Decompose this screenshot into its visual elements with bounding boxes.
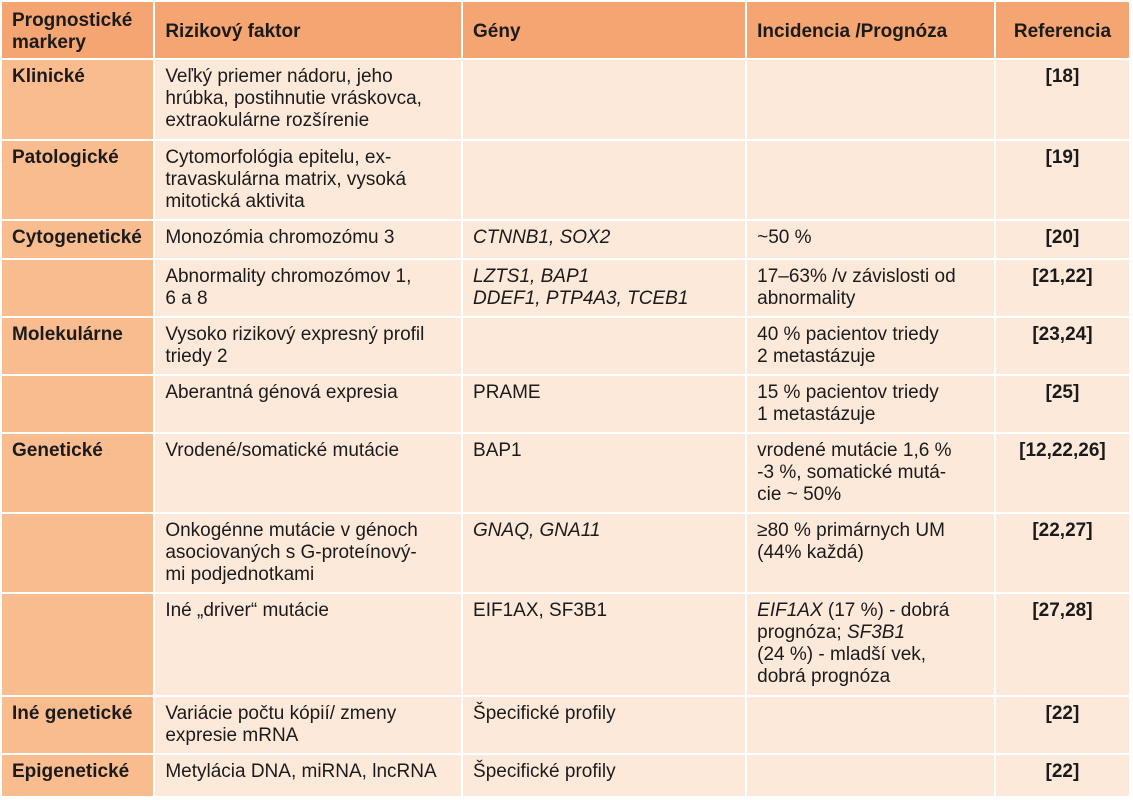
table-row (1, 59, 1130, 140)
category-cell: Patologické (1, 140, 154, 220)
category-cell: Iné genetické (1, 696, 154, 754)
risk-factor-cell: Iné „driver“ mutácie (154, 593, 462, 696)
reference-cell: [20] (995, 220, 1130, 259)
incidence-cell (746, 140, 995, 220)
genes-cell: PRAME (462, 375, 746, 433)
reference-cell: [23,24] (995, 317, 1130, 375)
incidence-cell (746, 754, 995, 797)
genes-cell: Špecifické profily (462, 754, 746, 797)
genes-cell: GNAQ, GNA11 (462, 513, 746, 593)
risk-factor-cell: Veľký priemer nádoru, jeho hrúbka, postihnutie vráskovca, extraokulárne rozšírenie (154, 59, 462, 140)
risk-factor-cell: Abnormality chromozómov 1, 6 a 8 (154, 259, 462, 317)
category-cell: Epigenetické (1, 754, 154, 797)
category-cell: Klinické (1, 59, 154, 140)
incidence-cell: vrodené mutácie 1,6 % -3 %, somatické mutá- cie ~ 50% (746, 433, 995, 513)
reference-cell: [21,22] (995, 259, 1130, 317)
gene-name: EIF1AX (757, 600, 823, 621)
gene-name: SF3B1 (846, 622, 906, 643)
risk-factor-cell: Onkogénne mutácie v génoch asociovaných s G-proteínový- mi podjednotkami (154, 513, 462, 593)
incidence-cell (746, 593, 995, 696)
table-row (1, 220, 1130, 259)
table-row (1, 433, 1130, 513)
category-cell (1, 513, 154, 593)
risk-factor-cell: Metylácia DNA, miRNA, lncRNA (154, 754, 462, 797)
reference-cell: [18] (995, 59, 1130, 140)
table-row (1, 754, 1130, 797)
risk-factor-cell: Variácie počtu kópií/ zmeny expresie mRNA (154, 696, 462, 754)
reference-cell: [27,28] (995, 593, 1130, 696)
header-incidence-prognosis: Incidencia /Prognóza (746, 1, 995, 59)
genes-cell (462, 140, 746, 220)
risk-factor-cell: Aberantná génová expresia (154, 375, 462, 433)
table-row (1, 140, 1130, 220)
category-cell: Cytogenetické (1, 220, 154, 259)
genes-cell (462, 59, 746, 140)
reference-cell: [19] (995, 140, 1130, 220)
incidence-cell: 17–63% /v závislosti od abnormality (746, 259, 995, 317)
header-reference: Referencia (995, 1, 1130, 59)
incidence-cell: ≥80 % primárnych UM (44% každá) (746, 513, 995, 593)
reference-cell: [22] (995, 754, 1130, 797)
category-cell: Genetické (1, 433, 154, 513)
category-cell (1, 375, 154, 433)
table-row (1, 513, 1130, 593)
genes-cell: Špecifické profily (462, 696, 746, 754)
header-prognostic-markers: Prognostické markery (1, 1, 154, 59)
genes-cell: EIF1AX, SF3B1 (462, 593, 746, 696)
risk-factor-cell: Cytomorfológia epitelu, ex- travaskulárna matrix, vysoká mitotická aktivita (154, 140, 462, 220)
risk-factor-cell: Vrodené/somatické mutácie (154, 433, 462, 513)
reference-cell: [25] (995, 375, 1130, 433)
table-row (1, 696, 1130, 754)
category-cell: Molekulárne (1, 317, 154, 375)
incidence-text: (24 %) - mladší vek, dobrá prognóza (757, 644, 927, 687)
genes-cell: CTNNB1, SOX2 (462, 220, 746, 259)
incidence-cell (746, 696, 995, 754)
table-row (1, 593, 1130, 696)
header-genes: Gény (462, 1, 746, 59)
category-cell (1, 259, 154, 317)
category-cell (1, 593, 154, 696)
risk-factor-cell: Monozómia chromozómu 3 (154, 220, 462, 259)
incidence-cell: 15 % pacientov triedy 1 metastázuje (746, 375, 995, 433)
header-risk-factor: Rizikový faktor (154, 1, 462, 59)
genes-cell: LZTS1, BAP1 DDEF1, PTP4A3, TCEB1 (462, 259, 746, 317)
table-header-row (1, 1, 1130, 59)
genes-cell (462, 317, 746, 375)
reference-cell: [12,22,26] (995, 433, 1130, 513)
incidence-cell (746, 59, 995, 140)
reference-cell: [22] (995, 696, 1130, 754)
genes-cell: BAP1 (462, 433, 746, 513)
incidence-cell: 40 % pacientov triedy 2 metastázuje (746, 317, 995, 375)
reference-cell: [22,27] (995, 513, 1130, 593)
table-row (1, 317, 1130, 375)
incidence-text: (17 %) - dobrá prognóza; (757, 600, 950, 643)
table-row (1, 259, 1130, 317)
incidence-cell: ~50 % (746, 220, 995, 259)
risk-factor-cell: Vysoko rizikový expresný profil triedy 2 (154, 317, 462, 375)
table-row (1, 375, 1130, 433)
